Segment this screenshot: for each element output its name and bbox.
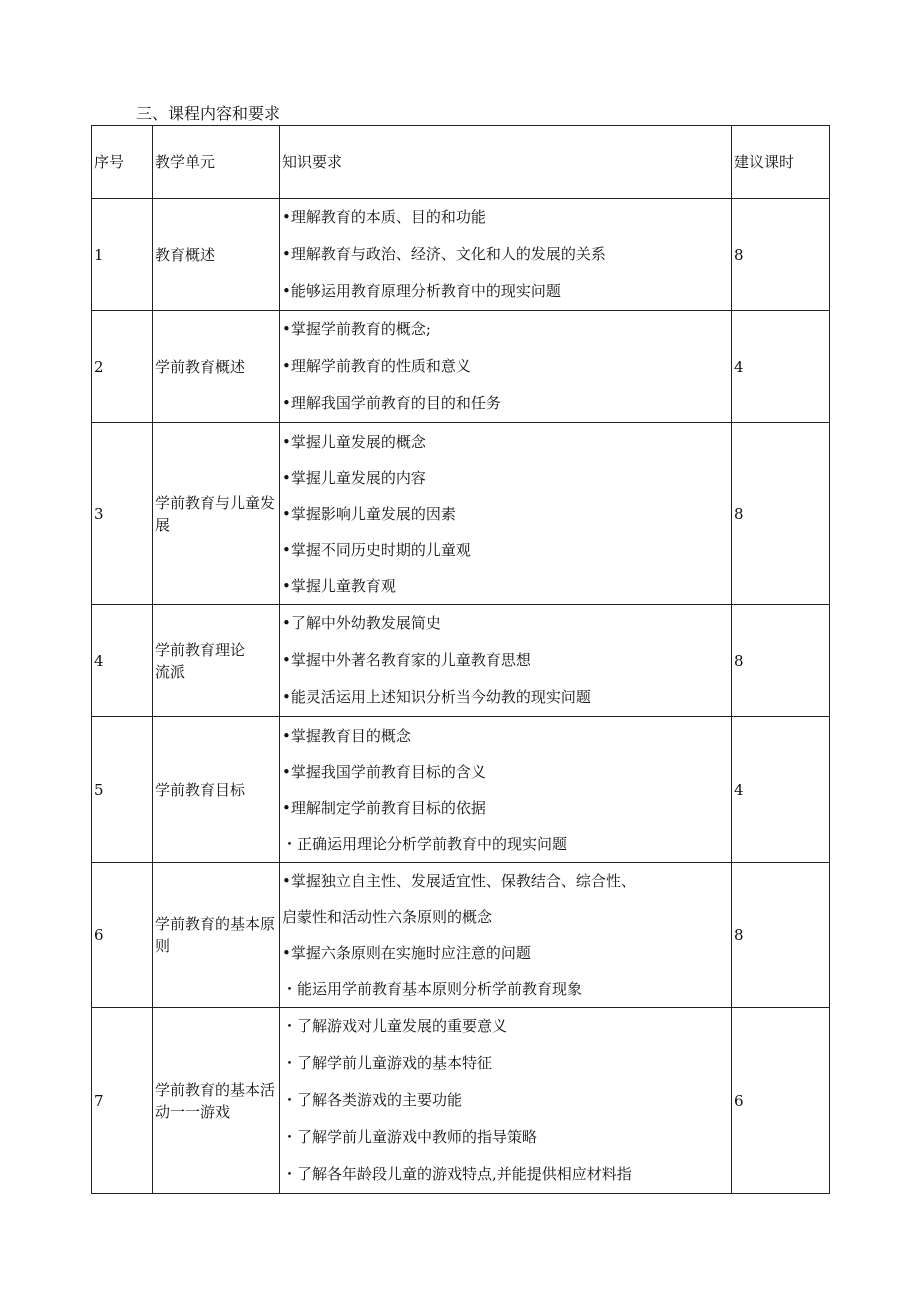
row-hours: 8 bbox=[732, 199, 830, 311]
row-hours: 4 bbox=[732, 717, 830, 863]
row-hours: 4 bbox=[732, 311, 830, 423]
row-unit bbox=[153, 199, 280, 311]
requirement-item: ・了解游戏对儿童发展的重要意义 bbox=[282, 1017, 508, 1035]
requirement-item: •理解制定学前教育目标的依据 bbox=[282, 798, 486, 817]
requirement-item: •掌握中外著名教育家的儿童教育思想 bbox=[282, 651, 531, 669]
requirement-item: •掌握六条原则在实施时应注意的问题 bbox=[282, 944, 531, 962]
row-requirements bbox=[280, 863, 732, 1008]
row-hours: 8 bbox=[732, 423, 830, 605]
requirement-item: •能够运用教育原理分析教育中的现实问题 bbox=[282, 282, 561, 300]
requirement-item: •理解教育的本质、目的和功能 bbox=[282, 208, 486, 226]
row-unit bbox=[153, 311, 280, 423]
requirement-item: •理解我国学前教育的目的和任务 bbox=[282, 394, 501, 412]
row-unit bbox=[153, 605, 280, 717]
section-title: 三、课程内容和要求 bbox=[136, 104, 281, 123]
row-no: 5 bbox=[92, 717, 153, 863]
requirement-item: •掌握独立自主性、发展适宜性、保教结合、综合性、 bbox=[282, 872, 636, 890]
table-row bbox=[92, 1008, 830, 1194]
requirement-item: •能灵活运用上述知识分析当今幼教的现实问题 bbox=[282, 688, 591, 706]
row-no: 3 bbox=[92, 423, 153, 605]
requirement-item: •了解中外幼教发展简史 bbox=[282, 614, 441, 632]
row-no: 2 bbox=[92, 311, 153, 423]
requirement-item: •掌握儿童发展的内容 bbox=[282, 468, 426, 487]
requirement-item: •掌握儿童发展的概念 bbox=[282, 432, 426, 451]
row-unit-text: 学前教育的基本原则 bbox=[155, 915, 276, 955]
requirement-item: ・了解学前儿童游戏中教师的指导策略 bbox=[282, 1128, 538, 1146]
requirement-item: •理解学前教育的性质和意义 bbox=[282, 357, 471, 375]
row-unit bbox=[153, 863, 280, 1008]
table-row bbox=[92, 199, 830, 311]
requirement-item: ・了解各类游戏的主要功能 bbox=[282, 1091, 463, 1109]
requirement-item: •掌握不同历史时期的儿童观 bbox=[282, 540, 471, 559]
table-row bbox=[92, 863, 830, 1008]
table-row bbox=[92, 717, 830, 863]
row-requirements bbox=[280, 423, 732, 605]
row-unit-text: 教育概述 bbox=[155, 245, 216, 264]
table-row bbox=[92, 311, 830, 423]
header-no: 序号 bbox=[92, 126, 153, 199]
row-hours: 6 bbox=[732, 1008, 830, 1194]
row-no: 6 bbox=[92, 863, 153, 1008]
row-unit-text: 学前教育与儿童发展 bbox=[155, 493, 276, 534]
requirement-item: 启蒙性和活动性六条原则的概念 bbox=[282, 908, 493, 926]
header-unit: 教学单元 bbox=[153, 126, 280, 199]
row-unit-text: 学前教育理论流派 bbox=[155, 640, 246, 681]
row-requirements bbox=[280, 1008, 732, 1194]
row-requirements bbox=[280, 199, 732, 311]
requirement-item: •掌握我国学前教育目标的含义 bbox=[282, 762, 486, 781]
table-header-row bbox=[92, 126, 830, 199]
requirement-item: •掌握影响儿童发展的因素 bbox=[282, 504, 456, 523]
row-hours: 8 bbox=[732, 605, 830, 717]
header-hours bbox=[732, 126, 830, 199]
requirement-item: •掌握儿童教育观 bbox=[282, 576, 396, 595]
row-requirements bbox=[280, 717, 732, 863]
row-no: 7 bbox=[92, 1008, 153, 1194]
requirement-item: ・正确运用理论分析学前教育中的现实问题 bbox=[282, 834, 568, 853]
requirement-item: •掌握学前教育的概念; bbox=[282, 320, 431, 338]
row-no: 1 bbox=[92, 199, 153, 311]
table-row bbox=[92, 605, 830, 717]
row-hours: 8 bbox=[732, 863, 830, 1008]
header-requirements: 知识要求 bbox=[280, 126, 732, 199]
row-unit-text: 学前教育概述 bbox=[155, 357, 246, 376]
row-unit bbox=[153, 1008, 280, 1194]
row-requirements bbox=[280, 311, 732, 423]
row-requirements bbox=[280, 605, 732, 717]
header-hours-text: 建议课时 bbox=[734, 153, 795, 171]
table-row bbox=[92, 423, 830, 605]
requirement-item: •掌握教育目的概念 bbox=[282, 726, 411, 745]
row-unit-text: 学前教育的基本活动一一游戏 bbox=[155, 1080, 276, 1121]
course-content-table bbox=[91, 125, 830, 1194]
row-unit-text: 学前教育目标 bbox=[155, 780, 246, 799]
requirement-item: ・了解各年龄段儿童的游戏特点,并能提供相应材料指 bbox=[282, 1165, 632, 1183]
requirement-item: •理解教育与政治、经济、文化和人的发展的关系 bbox=[282, 245, 606, 263]
row-unit bbox=[153, 717, 280, 863]
row-no: 4 bbox=[92, 605, 153, 717]
requirement-item: ・能运用学前教育基本原则分析学前教育现象 bbox=[282, 980, 583, 998]
row-unit bbox=[153, 423, 280, 605]
requirement-item: ・了解学前儿童游戏的基本特征 bbox=[282, 1054, 493, 1072]
